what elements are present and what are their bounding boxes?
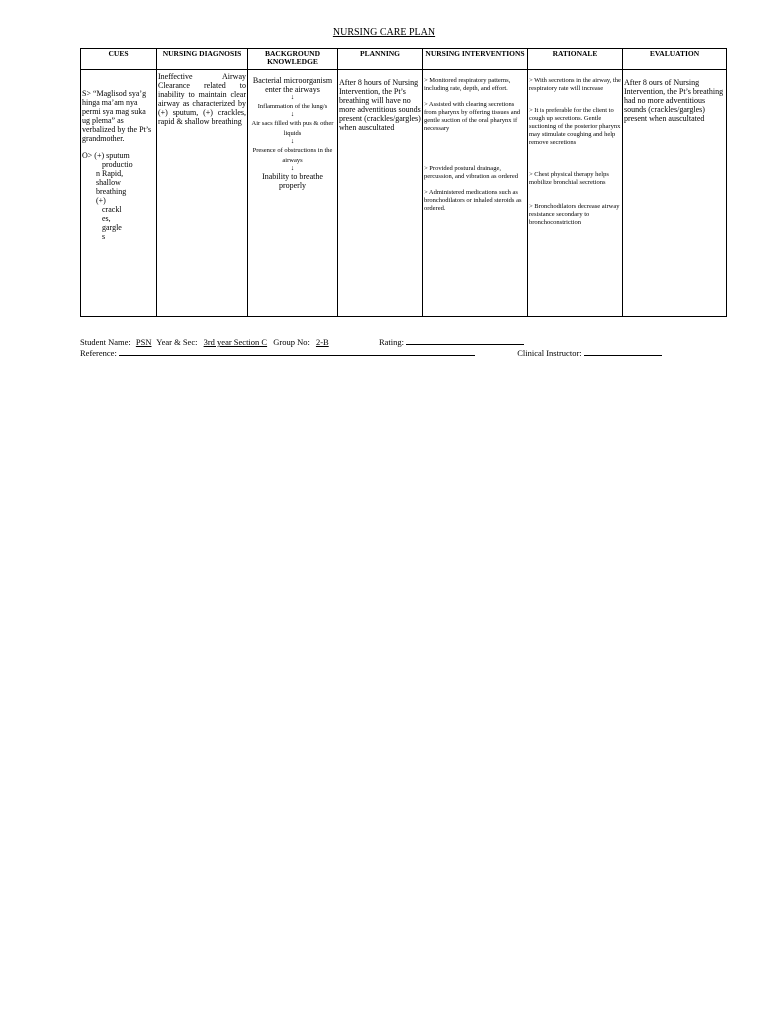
cues-cell — [81, 70, 157, 317]
rationale-item: > Chest physical therapy helps mobilize bronchial secretions — [529, 171, 609, 186]
objective-line: s — [102, 232, 106, 241]
objective-line: O> (+) sputum — [82, 151, 130, 160]
rating-label: Rating: — [378, 337, 404, 347]
intervention-item: > Assisted with clearing secretions from pharynx by offering tissues and gentle suction of the oral pharynx if necessary — [424, 101, 521, 132]
objective-line: breathing — [96, 187, 127, 196]
background-item: Bacterial microorganism enter the airways — [252, 76, 333, 94]
year-sec-label: Year & Sec: — [156, 337, 198, 347]
header-nursing-interventions: NURSING INTERVENTIONS — [423, 49, 528, 70]
header-background-knowledge: BACKGROUND KNOWLEDGE — [248, 49, 338, 70]
background-knowledge-cell — [248, 70, 338, 317]
objective-line: crackl — [102, 205, 122, 214]
header-nursing-diagnosis: NURSING DIAGNOSIS — [157, 49, 248, 70]
rationale-item: > Bronchodilators decrease airway resistance secondary to bronchoconstriction — [529, 203, 620, 226]
group-no-label: Group No: — [273, 337, 310, 347]
rationale-item: > It is preferable for the client to cough up secretions. Gentle suctioning of the posterior pharynx may stimulate coughing and help remove secretions — [529, 107, 621, 146]
rating-field[interactable] — [406, 336, 524, 345]
arrow-down-icon: ↓ — [290, 110, 295, 118]
arrow-down-icon: ↓ — [290, 137, 295, 145]
objective-cue — [82, 151, 155, 241]
objective-line: productio — [102, 160, 133, 169]
intervention-item: > Administered medications such as bronchodilators or inhaled steroids as ordered. — [424, 189, 522, 212]
reference-label: Reference: — [80, 348, 117, 358]
background-item: Inability to breathe properly — [262, 172, 323, 190]
reference-field[interactable] — [119, 347, 475, 356]
planning-cell: After 8 hours of Nursing Intervention, the Pt’s breathing will have no more adventitious sounds present (crackles/gargles) when auscultated — [338, 70, 423, 317]
arrow-down-icon: ↓ — [290, 93, 295, 101]
rationale-item: > With secretions in the airway, the respiratory rate will increase — [529, 77, 621, 92]
nursing-diagnosis-cell: Ineffective Airway Clearance related to inability to maintain clear airway as characterized by (+) sputum, (+) crackles, rapid & shallow breathing — [157, 70, 248, 317]
page-title: NURSING CARE PLAN — [332, 27, 436, 38]
background-item: Presence of obstructions in the airways — [252, 147, 333, 164]
background-item: Inflammation of the lung/s — [257, 103, 328, 110]
arrow-down-icon: ↓ — [290, 164, 295, 172]
header-rationale: RATIONALE — [528, 49, 623, 70]
evaluation-cell: After 8 ours of Nursing Intervention, the Pt’s breathing had no more adventitious sounds (crackles/gargles) present when auscultated — [623, 70, 727, 317]
nursing-interventions-cell — [423, 70, 528, 317]
clinical-instructor-label: Clinical Instructor: — [517, 348, 582, 358]
table-row — [81, 70, 727, 317]
care-plan-table — [80, 48, 727, 317]
header-planning: PLANNING — [338, 49, 423, 70]
clinical-instructor-field[interactable] — [584, 347, 662, 356]
intervention-item: > Monitored respiratory patterns, including rate, depth, and effort. — [424, 77, 511, 92]
footer-reference-line — [80, 347, 662, 358]
intervention-item: > Provided postural drainage, percussion, and vibration as ordered — [424, 165, 519, 180]
objective-line: n Rapid, — [96, 169, 124, 178]
background-item: Air sacs filled with pus & other liquids — [251, 120, 334, 137]
objective-line: shallow — [96, 178, 121, 187]
rationale-cell — [528, 70, 623, 317]
subjective-cue: S> “Maglisod sya’g hinga ma’am nya permi sya mag suka ug plema” as verbalized by the Pt’s grandmother. — [82, 89, 152, 143]
group-no-value[interactable]: 2-B — [315, 337, 329, 347]
objective-line: (+) — [96, 196, 106, 205]
table-header-row — [81, 49, 727, 70]
header-cues: CUES — [81, 49, 157, 70]
year-sec-value[interactable]: 3rd year Section C — [203, 337, 268, 347]
student-name-value[interactable]: PSN — [135, 337, 152, 347]
student-name-label: Student Name: — [80, 337, 131, 347]
header-evaluation: EVALUATION — [623, 49, 727, 70]
footer-student-line — [80, 336, 524, 347]
objective-line: es, — [102, 214, 111, 223]
objective-line: gargle — [102, 223, 122, 232]
